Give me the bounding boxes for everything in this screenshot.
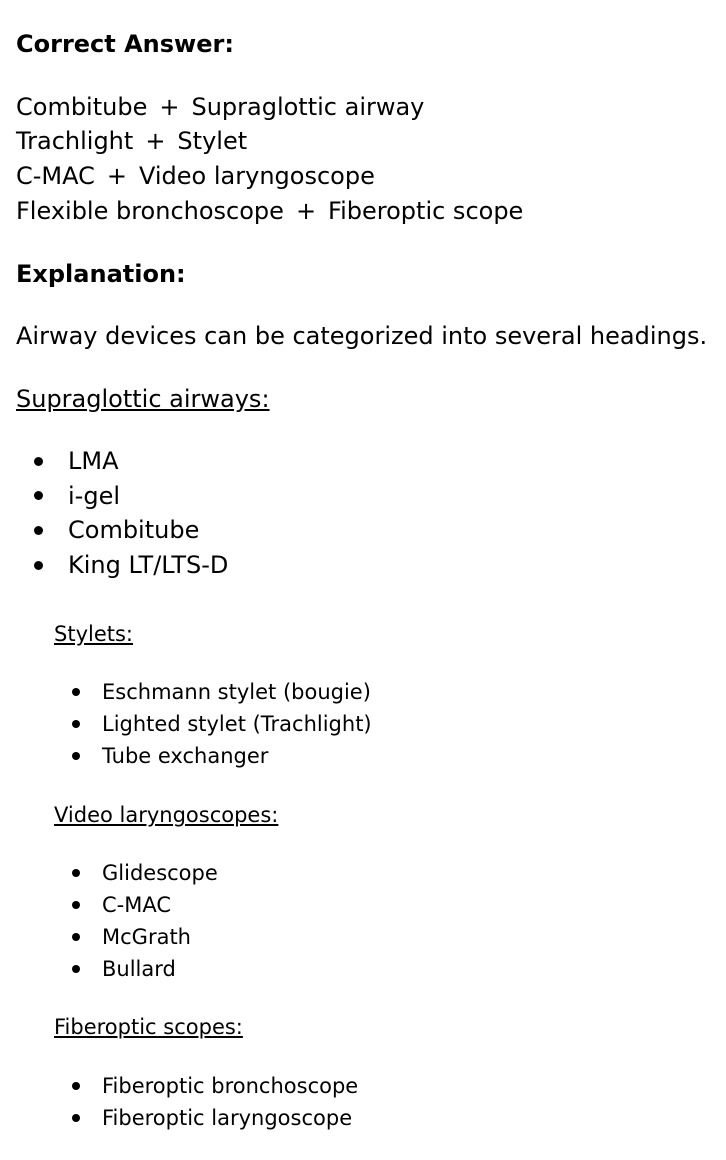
bullet-icon bbox=[34, 526, 43, 535]
list-item: Fiberoptic bronchoscope bbox=[0, 1070, 358, 1102]
answer-right: Supraglottic airway bbox=[191, 93, 425, 121]
answer-plus: + bbox=[106, 162, 127, 190]
list-item: Combitube bbox=[0, 513, 228, 548]
answer-pair-3 bbox=[16, 161, 375, 191]
list-item: Tube exchanger bbox=[0, 740, 372, 772]
answer-plus: + bbox=[295, 197, 317, 225]
answer-right: Fiberoptic scope bbox=[328, 197, 524, 225]
list-item: King LT/LTS-D bbox=[0, 548, 228, 583]
bullet-icon bbox=[72, 965, 80, 973]
answer-right: Stylet bbox=[177, 127, 248, 155]
list-item: C-MAC bbox=[0, 889, 218, 921]
bullet-icon bbox=[72, 901, 80, 909]
supraglottic-title: Supraglottic airways: bbox=[16, 385, 270, 413]
bullet-icon bbox=[72, 1114, 80, 1122]
stylets-title: Stylets: bbox=[54, 622, 133, 646]
fiberoptic-scopes-title: Fiberoptic scopes: bbox=[54, 1015, 243, 1039]
bullet-icon bbox=[34, 457, 43, 466]
explanation-heading: Explanation: bbox=[16, 260, 186, 288]
video-laryngoscopes-list bbox=[0, 857, 218, 985]
fiberoptic-scopes-list bbox=[0, 1070, 358, 1134]
list-item: Bullard bbox=[0, 953, 218, 985]
answer-left: C-MAC bbox=[16, 162, 95, 190]
video-laryngoscopes-title: Video laryngoscopes: bbox=[54, 803, 279, 827]
bullet-icon bbox=[72, 933, 80, 941]
answer-pair-1 bbox=[16, 92, 424, 122]
bullet-icon bbox=[72, 1082, 80, 1090]
supraglottic-list bbox=[0, 444, 228, 583]
list-item: Eschmann stylet (bougie) bbox=[0, 676, 372, 708]
correct-answer-heading: Correct Answer: bbox=[16, 30, 234, 58]
answer-left: Trachlight bbox=[16, 127, 134, 155]
bullet-icon bbox=[72, 720, 80, 728]
list-item: LMA bbox=[0, 444, 228, 479]
list-item: Lighted stylet (Trachlight) bbox=[0, 708, 372, 740]
list-item: Glidescope bbox=[0, 857, 218, 889]
answer-right: Video laryngoscope bbox=[139, 162, 375, 190]
list-item: Fiberoptic laryngoscope bbox=[0, 1102, 358, 1134]
answer-pair-4 bbox=[16, 196, 523, 226]
bullet-icon bbox=[72, 752, 80, 760]
bullet-icon bbox=[72, 869, 80, 877]
list-item: McGrath bbox=[0, 921, 218, 953]
bullet-icon bbox=[34, 561, 43, 570]
answer-pair-2 bbox=[16, 126, 247, 156]
bullet-icon bbox=[34, 491, 43, 500]
answer-left: Flexible bronchoscope bbox=[16, 197, 284, 225]
explanation-intro: Airway devices can be categorized into several headings. bbox=[16, 322, 708, 350]
list-item: i-gel bbox=[0, 479, 228, 514]
bullet-icon bbox=[72, 688, 80, 696]
answer-plus: + bbox=[159, 93, 180, 121]
stylets-list bbox=[0, 676, 372, 772]
answer-left: Combitube bbox=[16, 93, 148, 121]
answer-plus: + bbox=[145, 127, 166, 155]
